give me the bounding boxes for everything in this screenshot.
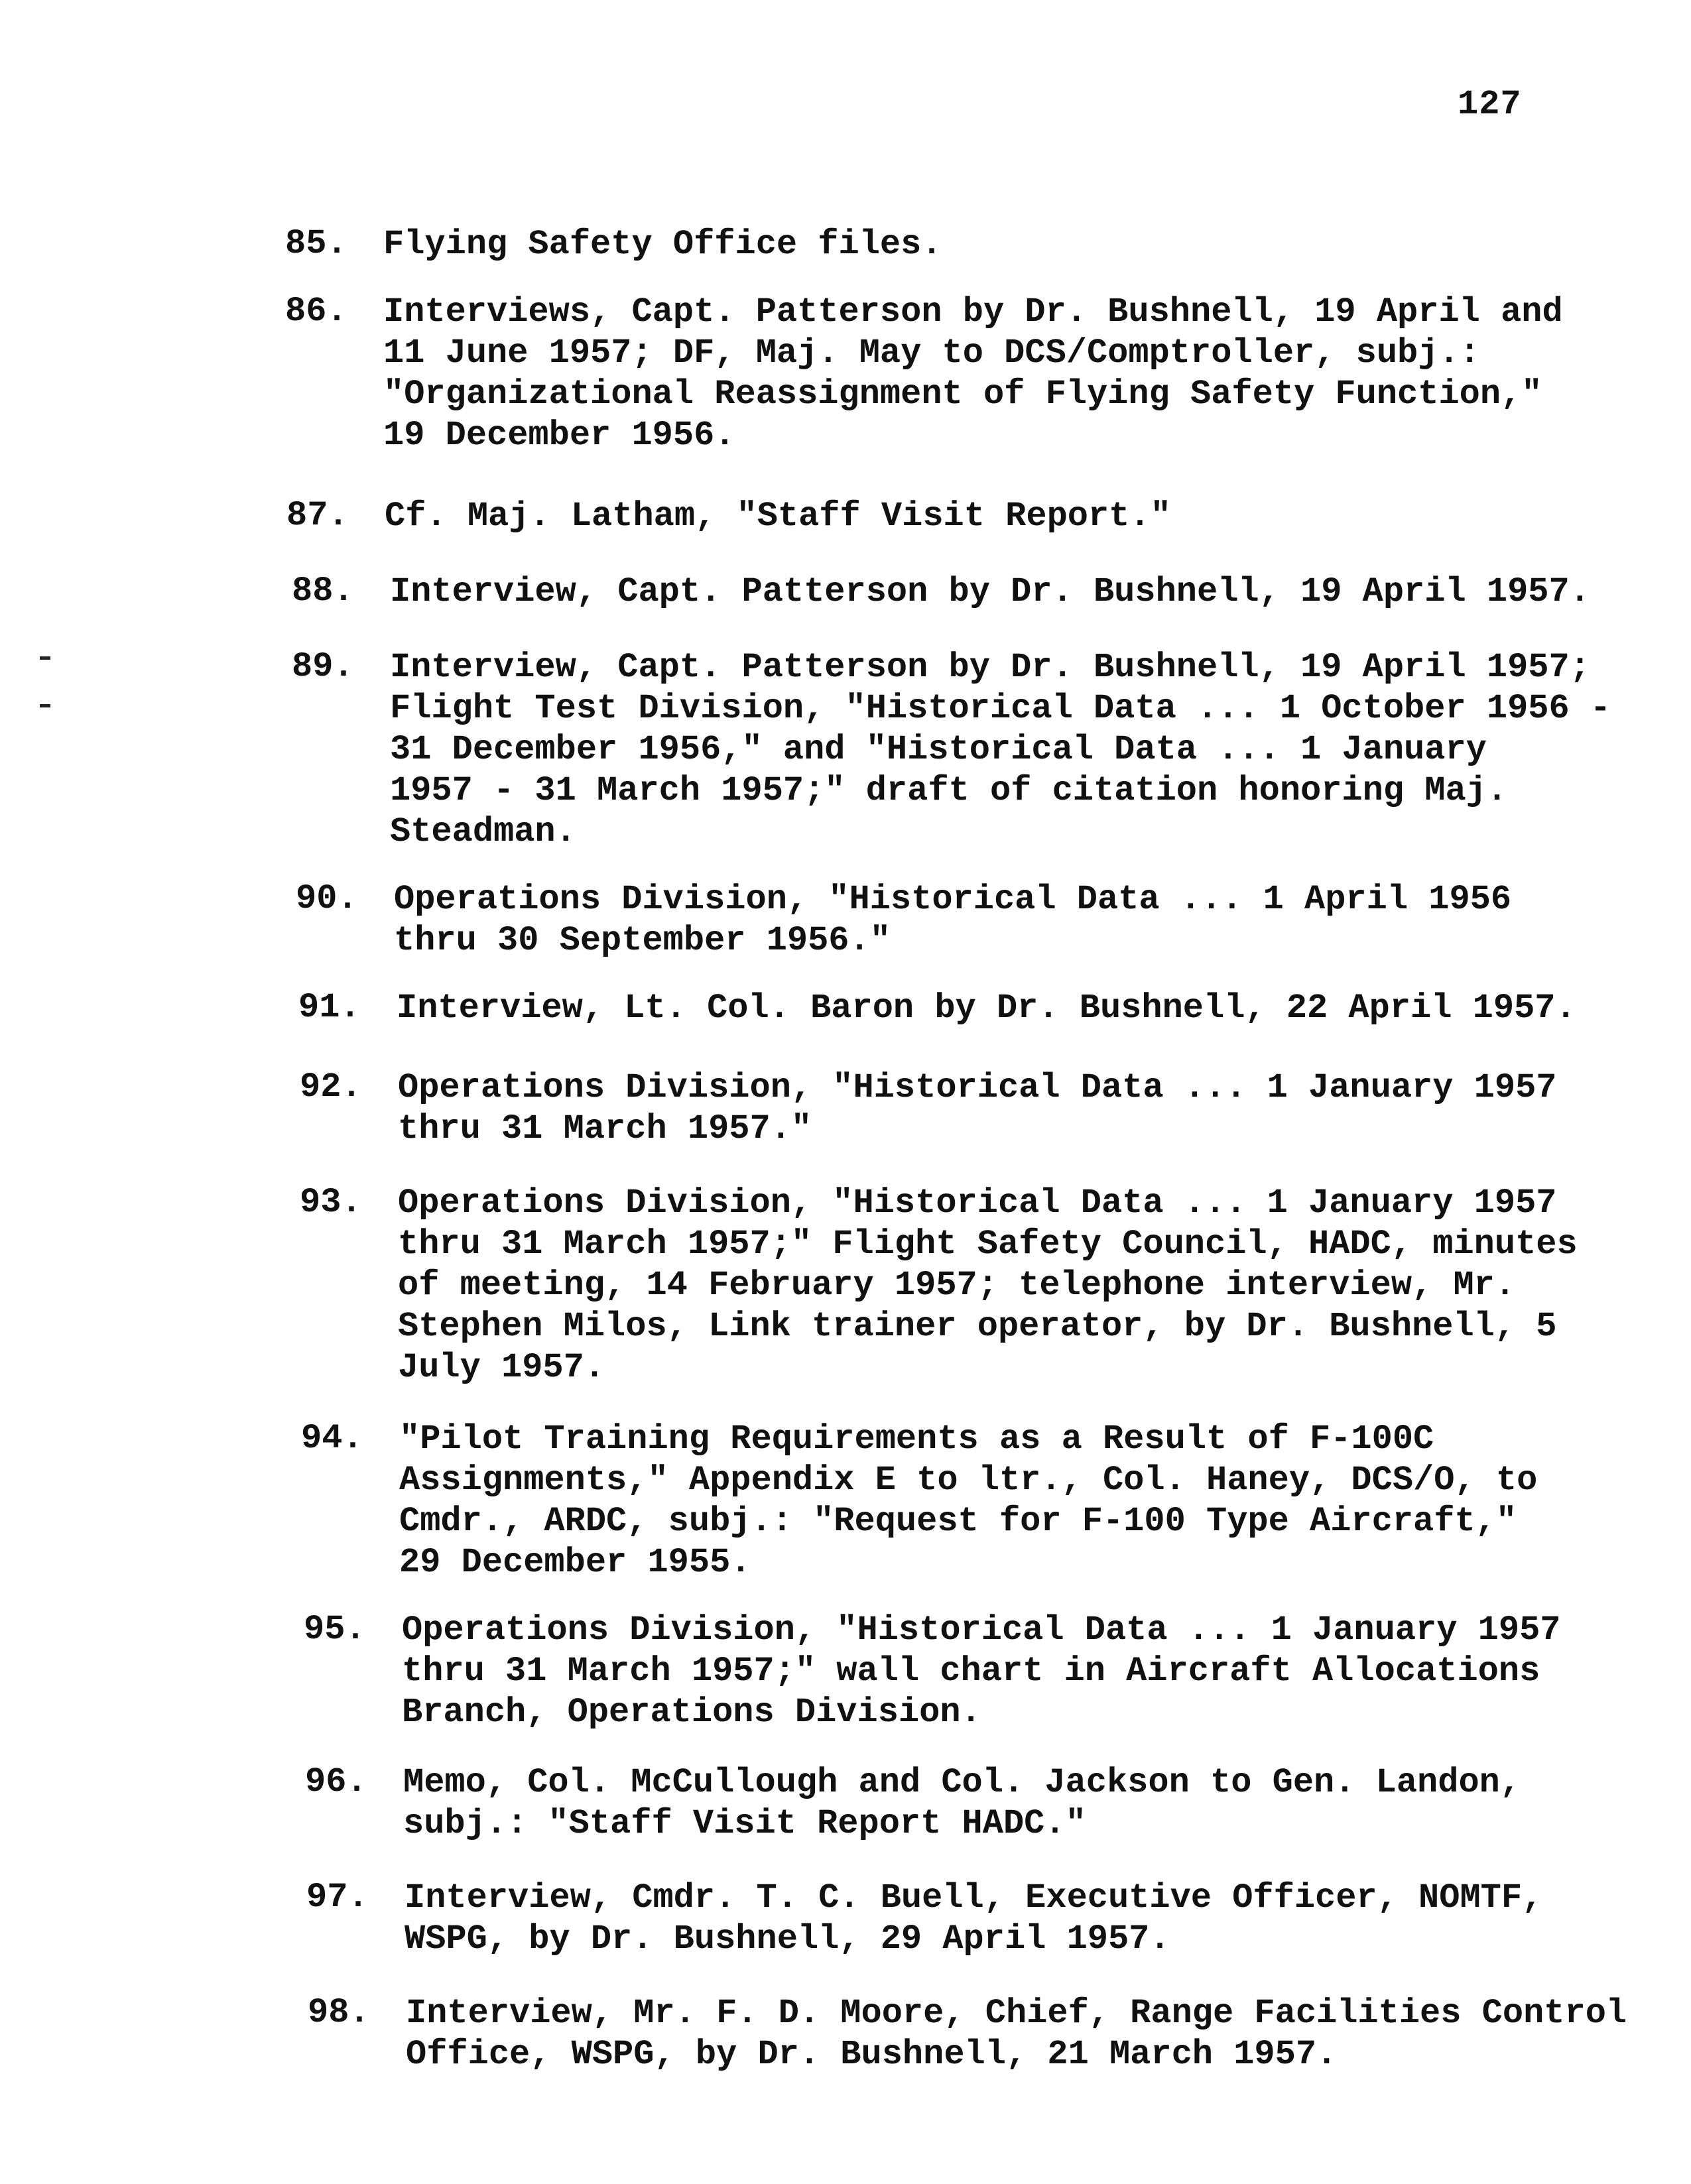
endnote-number: 85. xyxy=(285,224,347,263)
page-number: 127 xyxy=(1458,85,1522,124)
endnote-number: 96. xyxy=(305,1762,367,1801)
endnote-number: 98. xyxy=(308,1993,370,2032)
endnote-text: Interview, Cmdr. T. C. Buell, Executive Officer, NOMTF, WSPG, by Dr. Bushnell, 29 April 1957. xyxy=(405,1878,1543,1959)
endnote-number: 88. xyxy=(292,572,354,611)
endnote-text: Interview, Lt. Col. Baron by Dr. Bushnell, 22 April 1957. xyxy=(397,989,1576,1028)
endnote-text: Operations Division, "Historical Data ... 1 January 1957 thru 31 March 1957;" wall chart in Aircraft Allocations Branch, Operations Division. xyxy=(402,1610,1561,1732)
endnote-text: Interviews, Capt. Patterson by Dr. Bushnell, 19 April and 11 June 1957; DF, Maj. May to DCS/Comptroller, subj.: "Organizational Reassignment of Flying Safety Function," 19 December 1956. xyxy=(383,292,1563,455)
endnote-number: 89. xyxy=(292,647,354,686)
endnote-text: Interview, Capt. Patterson by Dr. Bushnell, 19 April 1957; Flight Test Division, "Historical Data ... 1 October 1956 - 31 December 1956," and "Historical Data ... 1 January 1957 - 31 March 1957;" draft of citation honoring Maj. Steadman. xyxy=(390,648,1611,851)
endnote-number: 93. xyxy=(300,1183,362,1222)
endnote-number: 86. xyxy=(285,292,347,331)
endnote-text: Flying Safety Office files. xyxy=(383,225,942,264)
endnote-number: 95. xyxy=(304,1610,366,1649)
endnote-text: Memo, Col. McCullough and Col. Jackson to Gen. Landon, subj.: "Staff Visit Report HADC." xyxy=(403,1763,1521,1843)
endnote-text: Operations Division, "Historical Data ... 1 April 1956 thru 30 September 1956." xyxy=(394,880,1512,960)
endnote-number: 91. xyxy=(298,988,361,1027)
endnote-text: Operations Division, "Historical Data ... 1 January 1957 thru 31 March 1957." xyxy=(398,1068,1557,1148)
endnote-text: Cf. Maj. Latham, "Staff Visit Report." xyxy=(385,497,1171,536)
endnote-number: 87. xyxy=(286,496,349,535)
endnote-number: 90. xyxy=(296,879,358,918)
endnote-text: "Pilot Training Requirements as a Result of F-100C Assignments," Appendix E to ltr., Col. Haney, DCS/O, to Cmdr., ARDC, subj.: "Request for F-100 Type Aircraft," 29 December 1955. xyxy=(399,1420,1538,1582)
endnote-number: 94. xyxy=(301,1419,363,1458)
endnote-number: 97. xyxy=(306,1878,369,1917)
endnote-text: Interview, Capt. Patterson by Dr. Bushnell, 19 April 1957. xyxy=(390,572,1590,611)
endnote-text: Operations Division, "Historical Data ... 1 January 1957 thru 31 March 1957;" Flight Safety Council, HADC, minutes of meeting, 14 February 1957; telephone interview, Mr. Stephen Milos, Link trainer operator, by Dr. Bushnell, 5 July 1957. xyxy=(398,1183,1578,1387)
endnote-number: 92. xyxy=(300,1067,362,1107)
endnote-text: Interview, Mr. F. D. Moore, Chief, Range Facilities Control Office, WSPG, by Dr. Bushnell, 21 March 1957. xyxy=(406,1994,1627,2074)
